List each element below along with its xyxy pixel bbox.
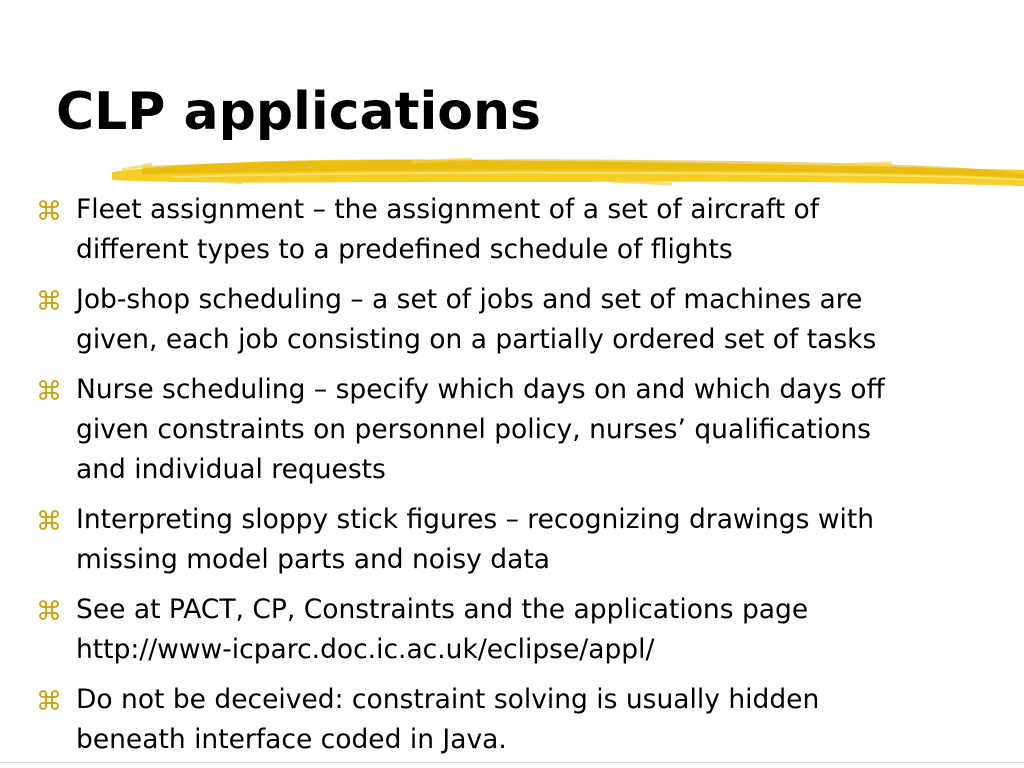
command-key-icon xyxy=(36,680,64,720)
command-key-icon xyxy=(36,500,64,540)
bullet-text-line: Job-shop scheduling – a set of jobs and set of machines are xyxy=(76,284,863,315)
bullet-text-line: beneath interface coded in Java. xyxy=(76,724,507,755)
bullet-item xyxy=(36,500,1021,580)
bullet-list xyxy=(36,190,1021,768)
bullet-text-line: Fleet assignment – the assignment of a set of aircraft of xyxy=(76,194,820,225)
bullet-text-line: Do not be deceived: constraint solving is usually hidden xyxy=(76,684,820,715)
bullet-text-line: given constraints on personnel policy, nurses’ qualifications xyxy=(76,414,871,445)
bullet-item xyxy=(36,370,1021,490)
bullet-text-line: Nurse scheduling – specify which days on and which days off xyxy=(76,374,885,405)
bullet-item xyxy=(36,680,1021,760)
bullet-text-line: missing model parts and noisy data xyxy=(76,544,550,575)
bullet-text-line: http://www-icparc.doc.ic.ac.uk/eclipse/appl/ xyxy=(76,634,655,665)
bullet-item xyxy=(36,190,1021,270)
command-key-icon xyxy=(36,370,64,410)
command-key-icon xyxy=(36,280,64,320)
slide-title: CLP applications xyxy=(56,82,541,142)
highlighter-underline xyxy=(112,150,1024,194)
bullet-text-line: given, each job consisting on a partially ordered set of tasks xyxy=(76,324,877,355)
bullet-text-line: See at PACT, CP, Constraints and the applications page xyxy=(76,594,809,625)
bullet-text-line: different types to a predefined schedule of flights xyxy=(76,234,733,265)
bullet-text-line: and individual requests xyxy=(76,454,386,485)
bullet-item xyxy=(36,280,1021,360)
bottom-divider xyxy=(0,762,1024,763)
bullet-item xyxy=(36,590,1021,670)
command-key-icon xyxy=(36,590,64,630)
command-key-icon xyxy=(36,190,64,230)
bullet-text-line: Interpreting sloppy stick figures – recognizing drawings with xyxy=(76,504,875,535)
